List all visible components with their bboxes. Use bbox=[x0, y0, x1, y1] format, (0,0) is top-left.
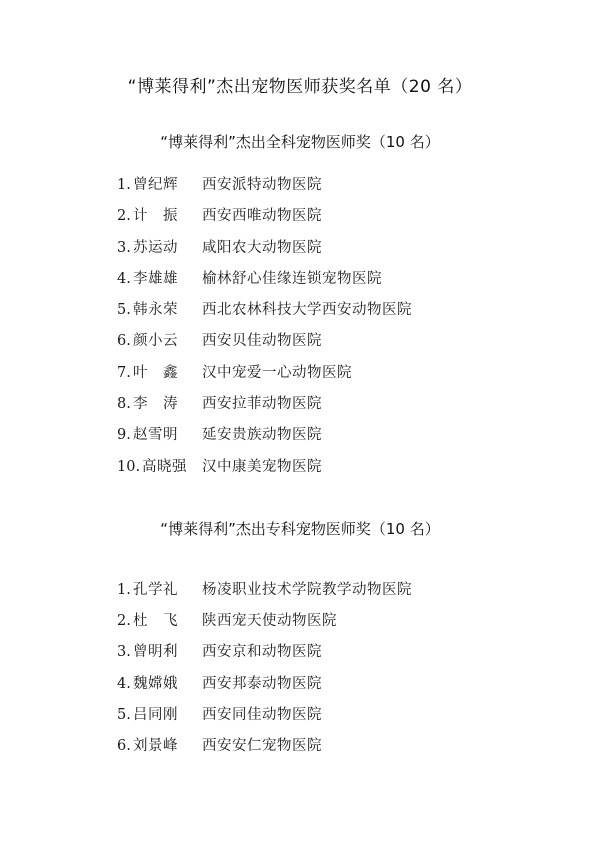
winner-name: 赵雪明 bbox=[133, 427, 178, 444]
winner-name: 孔学礼 bbox=[133, 582, 178, 598]
list-item bbox=[0, 704, 600, 735]
winner-name: 杜 飞 bbox=[133, 613, 178, 630]
entry-number: 6. bbox=[117, 737, 131, 754]
entry-number: 7. bbox=[117, 364, 131, 381]
hospital-name: 陕西宠天使动物医院 bbox=[202, 613, 337, 630]
list-item bbox=[0, 673, 600, 704]
list-item bbox=[0, 299, 600, 330]
list-item bbox=[0, 610, 600, 641]
hospital-name: 杨凌职业技术学院教学动物医院 bbox=[202, 582, 412, 598]
hospital-name: 西安派特动物医院 bbox=[202, 177, 322, 193]
section-title-general: “博莱得利”杰出全科宠物医师奖（10 名） bbox=[160, 133, 440, 151]
hospital-name: 西安京和动物医院 bbox=[202, 644, 322, 661]
winner-name: 魏嫦娥 bbox=[133, 675, 178, 692]
hospital-name: 西安邦泰动物医院 bbox=[202, 675, 322, 692]
hospital-name: 西安贝佳动物医院 bbox=[202, 333, 322, 350]
winner-name: 苏运动 bbox=[133, 239, 178, 256]
hospital-name: 西北农林科技大学西安动物医院 bbox=[202, 302, 412, 319]
winner-name: 李雄雄 bbox=[133, 270, 178, 287]
list-item bbox=[0, 735, 600, 766]
list-item bbox=[0, 237, 600, 268]
entry-number: 4. bbox=[117, 675, 131, 692]
hospital-name: 汉中康美宠物医院 bbox=[202, 458, 322, 475]
winner-name: 李 涛 bbox=[133, 396, 178, 413]
hospital-name: 咸阳农大动物医院 bbox=[202, 239, 322, 256]
hospital-name: 西安西唯动物医院 bbox=[202, 208, 322, 225]
entry-number: 1. bbox=[117, 582, 131, 598]
list-item bbox=[0, 174, 600, 205]
entry-number: 5. bbox=[117, 302, 131, 319]
hospital-name: 西安拉菲动物医院 bbox=[202, 396, 322, 413]
list-item bbox=[0, 641, 600, 672]
winner-name: 吕同刚 bbox=[133, 706, 178, 723]
list-item bbox=[0, 330, 600, 361]
entry-number: 10. bbox=[117, 458, 141, 475]
winner-name: 叶 鑫 bbox=[133, 364, 178, 381]
winner-name: 计 振 bbox=[133, 208, 178, 225]
section-title-specialist: “博莱得利”杰出专科宠物医师奖（10 名） bbox=[160, 520, 440, 538]
entry-number: 9. bbox=[117, 427, 131, 444]
award-list-general bbox=[0, 174, 600, 487]
winner-name: 刘景峰 bbox=[133, 737, 178, 754]
entry-number: 3. bbox=[117, 239, 131, 256]
list-item bbox=[0, 456, 600, 487]
hospital-name: 榆林舒心佳缘连锁宠物医院 bbox=[202, 270, 382, 287]
award-list-specialist bbox=[0, 579, 600, 766]
hospital-name: 西安同佳动物医院 bbox=[202, 706, 322, 723]
hospital-name: 汉中宠爱一心动物医院 bbox=[202, 364, 352, 381]
winner-name: 曾纪辉 bbox=[133, 177, 178, 193]
list-item bbox=[0, 393, 600, 424]
winner-name: 高晓强 bbox=[142, 458, 187, 475]
list-item bbox=[0, 268, 600, 299]
entry-number: 2. bbox=[117, 613, 131, 630]
entry-number: 1. bbox=[117, 177, 131, 193]
winner-name: 韩永荣 bbox=[133, 302, 178, 319]
list-item bbox=[0, 579, 600, 610]
hospital-name: 西安安仁宠物医院 bbox=[202, 737, 322, 754]
winner-name: 曾明利 bbox=[133, 644, 178, 661]
entry-number: 8. bbox=[117, 396, 131, 413]
list-item bbox=[0, 362, 600, 393]
list-item bbox=[0, 424, 600, 455]
entry-number: 4. bbox=[117, 270, 131, 287]
list-item bbox=[0, 205, 600, 236]
entry-number: 5. bbox=[117, 706, 131, 723]
document-title: “博莱得利”杰出宠物医师获奖名单（20 名） bbox=[127, 77, 473, 97]
winner-name: 颜小云 bbox=[133, 333, 178, 350]
entry-number: 2. bbox=[117, 208, 131, 225]
entry-number: 3. bbox=[117, 644, 131, 661]
entry-number: 6. bbox=[117, 333, 131, 350]
hospital-name: 延安贵族动物医院 bbox=[202, 427, 322, 444]
